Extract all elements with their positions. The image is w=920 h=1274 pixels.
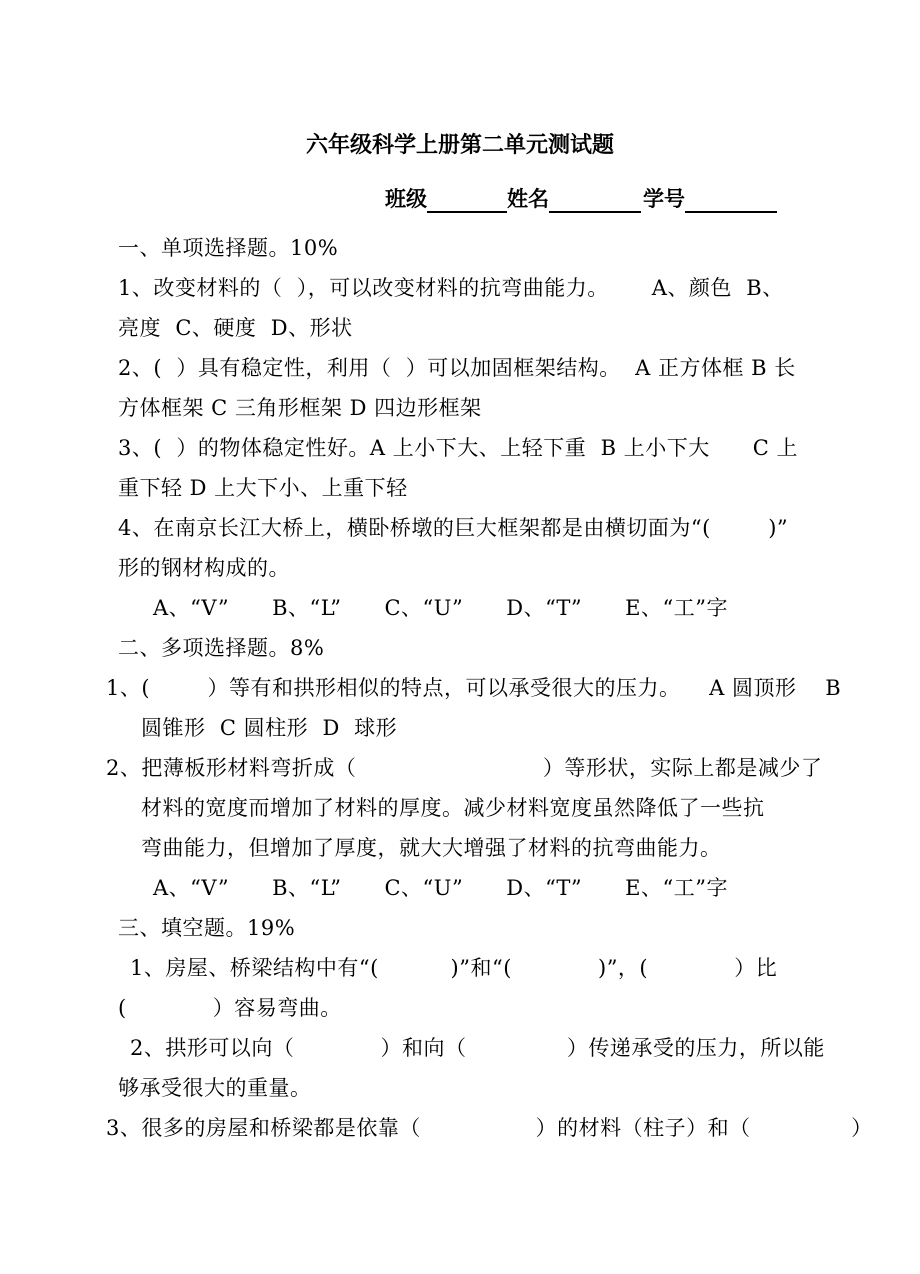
question-line: 圆锥形 C 圆柱形 D 球形 [141, 716, 398, 740]
question-line: 2、把薄板形材料弯折成（ ）等形状，实际上都是减少了 [106, 756, 823, 780]
question-line: 形的钢材构成的。 [118, 556, 290, 580]
name-label: 姓名 [507, 187, 549, 211]
class-blank[interactable] [427, 187, 507, 213]
question-line: 材料的宽度而增加了材料的厚度。减少材料宽度虽然降低了一些抗 [141, 796, 765, 820]
question-line: 亮度 C、硬度 D、形状 [118, 316, 353, 340]
answer-options: A、“V” B、“L” C、“U” D、“T” E、“工”字 [153, 596, 728, 620]
question-line: ( ）容易弯曲。 [118, 996, 342, 1020]
student-info-row [385, 185, 777, 213]
name-blank[interactable] [549, 187, 641, 213]
question-line: 3、( ）的物体稳定性好。A 上小下大、上轻下重 B 上小下大 C 上 [118, 436, 798, 460]
page-title: 六年级科学上册第二单元测试题 [305, 133, 614, 158]
answer-options: A、“V” B、“L” C、“U” D、“T” E、“工”字 [153, 876, 728, 900]
question-line: 重下轻 D 上大下小、上重下轻 [118, 476, 408, 500]
question-line: 1、( ）等有和拱形相似的特点，可以承受很大的压力。 A 圆顶形 B [106, 676, 842, 700]
question-line: 2、( ）具有稳定性，利用（ ）可以加固框架结构。 A 正方体框 B 长 [118, 356, 796, 380]
id-blank[interactable] [685, 187, 777, 213]
question-line: 方体框架 C 三角形框架 D 四边形框架 [118, 396, 482, 420]
section-heading-single-choice: 一、单项选择题。10% [118, 236, 339, 260]
id-label: 学号 [643, 187, 685, 211]
question-line: 1、房屋、桥梁结构中有“( )”和“( )”，( ）比 [130, 956, 778, 980]
section-heading-multi-choice: 二、多项选择题。8% [118, 636, 325, 660]
section-heading-fill-blank: 三、填空题。19% [118, 916, 296, 940]
class-label: 班级 [385, 187, 427, 211]
question-line: 2、拱形可以向（ ）和向（ ）传递承受的压力，所以能 [130, 1036, 825, 1060]
question-line: 3、很多的房屋和桥梁都是依靠（ ）的材料（柱子）和（ ） [106, 1116, 873, 1140]
question-line: 弯曲能力，但增加了厚度，就大大增强了材料的抗弯曲能力。 [141, 836, 722, 860]
question-line: 1、改变材料的（ ），可以改变材料的抗弯曲能力。 A、颜色 B、 [118, 276, 784, 300]
question-line: 够承受很大的重量。 [118, 1076, 312, 1100]
question-line: 4、在南京长江大桥上，横卧桥墩的巨大框架都是由横切面为“( )” [118, 516, 789, 540]
